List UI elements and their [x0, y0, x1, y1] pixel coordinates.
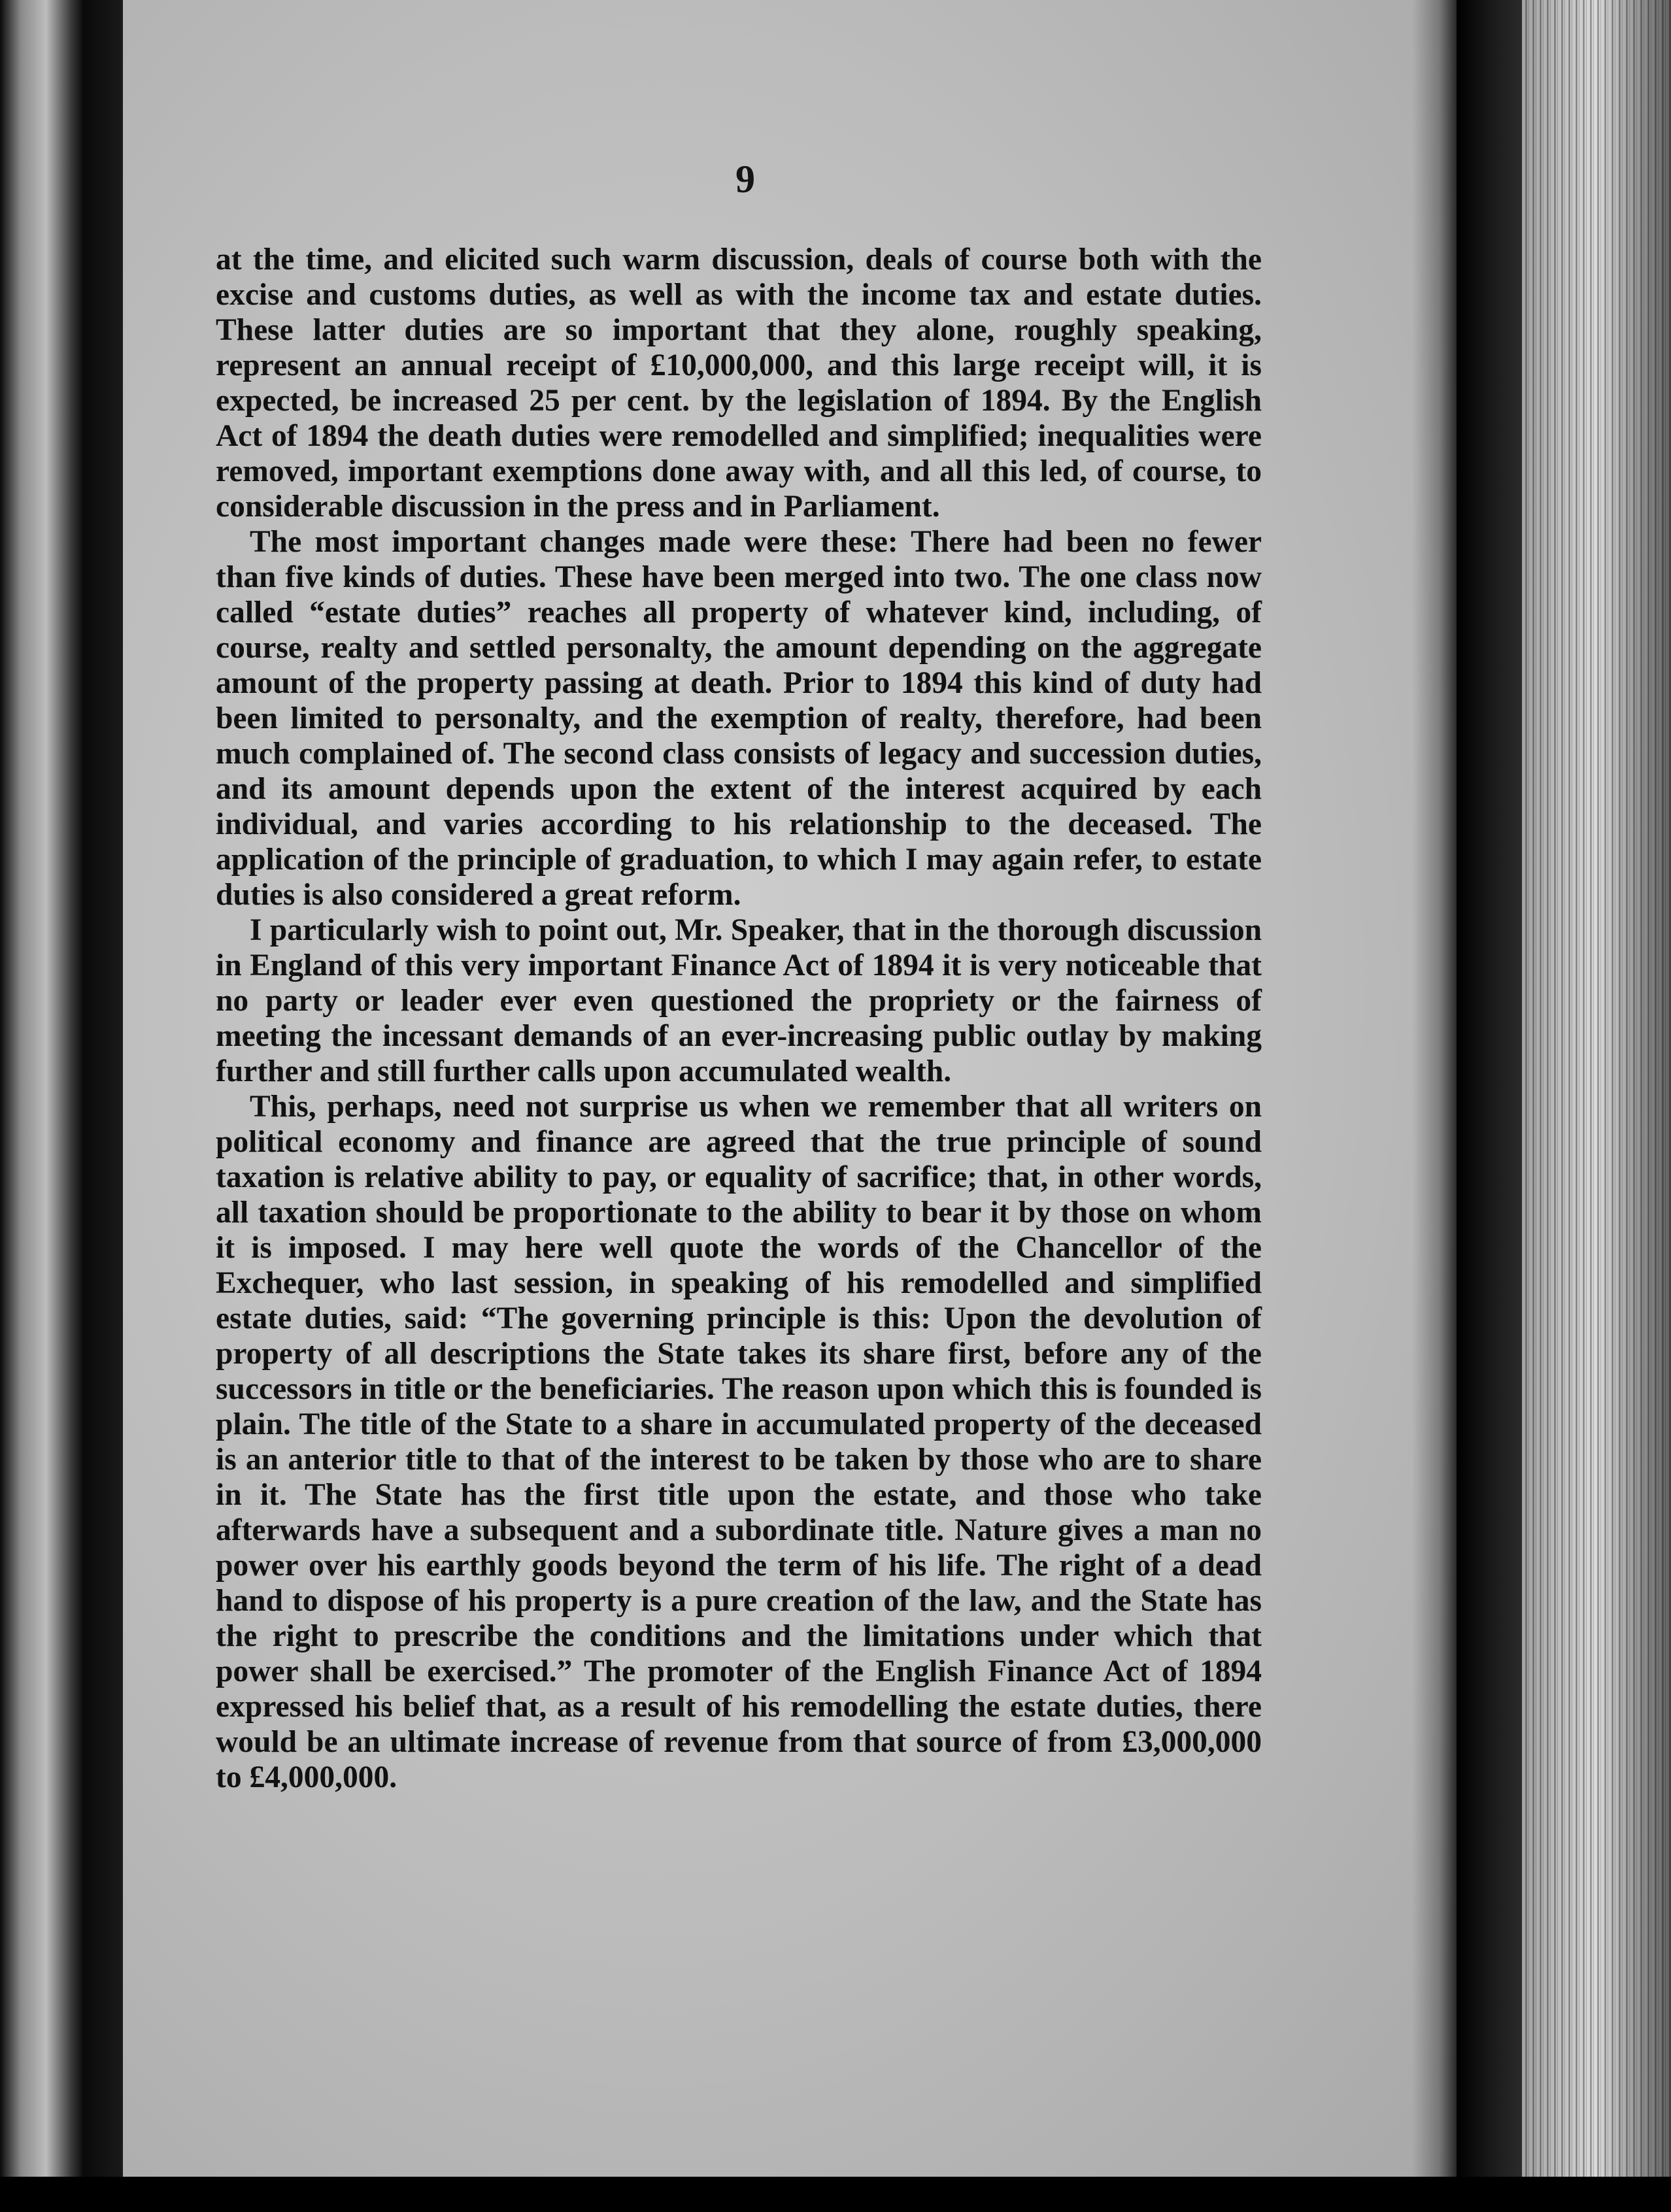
- book-page-edges: [1522, 0, 1671, 2212]
- book-left-edge: [0, 0, 84, 2212]
- paragraph-3: I particularly wish to point out, Mr. Speaker, that in the thorough discussion in England of this very important Finance Act of 1894 it is very noticeable that no party or leader ever even questioned the propriety or the fairness of meeting the incessant demands of an ever-increasing public outlay by making further and still further calls upon accumulated wealth.: [216, 913, 1262, 1088]
- page-body-text: [216, 242, 1262, 1795]
- book-gutter: [84, 0, 123, 2212]
- paragraph-4: This, perhaps, need not surprise us when we remember that all writers on political economy and finance are agreed that the true principle of sound taxation is relative ability to pay, or equality of sacrifice; that, in other words, all taxation should be proportionate to the ability to bear it by those on whom it is imposed. I may here well quote the words of the Chancellor of the Exchequer, who last session, in speaking of his remodelled and simplified estate duties, said: “The governing principle is this: Upon the devolution of property of all descriptions the State takes its share first, before any of the successors in title or the beneficiaries. The reason upon which this is founded is plain. The title of the State to a share in accumulated property of the deceased is an anterior title to that of the interest to be taken by those who are to share in it. The State has the first title upon the estate, and those who take afterwards have a subsequent and a subordinate title. Nature gives a man no power over his earthly goods beyond the term of his life. The right of a dead hand to dispose of his property is a pure creation of the law, and the State has the right to prescribe the conditions and the limitations under which that power shall be exercised.” The promoter of the English Finance Act of 1894 expressed his belief that, as a result of his remodelling the estate duties, there would be an ultimate increase of revenue from that source of from £3,000,000 to £4,000,000.: [216, 1090, 1262, 1794]
- book-right-shadow: [1457, 0, 1522, 2212]
- page-number: 9: [735, 158, 755, 201]
- page-fold-shadow: [1412, 0, 1458, 2177]
- paragraph-1: at the time, and elicited such warm discussion, deals of course both with the excise and customs duties, as well as with the income tax and estate duties. These latter duties are so important that they alone, roughly speaking, represent an annual receipt of £10,000,000, and this large receipt will, it is expected, be increased 25 per cent. by the legislation of 1894. By the English Act of 1894 the death duties were remodelled and simplified; inequalities were removed, important exemptions done away with, and all this led, of course, to considerable discussion in the press and in Parliament.: [216, 243, 1262, 524]
- scan-bottom-border: [0, 2177, 1671, 2212]
- paragraph-2: The most important changes made were these: There had been no fewer than five kinds of duties. These have been merged into two. The one class now called “estate duties” reaches all property of whatever kind, including, of course, realty and settled personalty, the amount depending on the aggregate amount of the property passing at death. Prior to 1894 this kind of duty had been limited to personalty, and the exemption of realty, therefore, had been much complained of. The second class consists of legacy and succession duties, and its amount depends upon the extent of the interest acquired by each individual, and varies according to his relationship to the deceased. The application of the principle of graduation, to which I may again refer, to estate duties is also considered a great reform.: [216, 525, 1262, 912]
